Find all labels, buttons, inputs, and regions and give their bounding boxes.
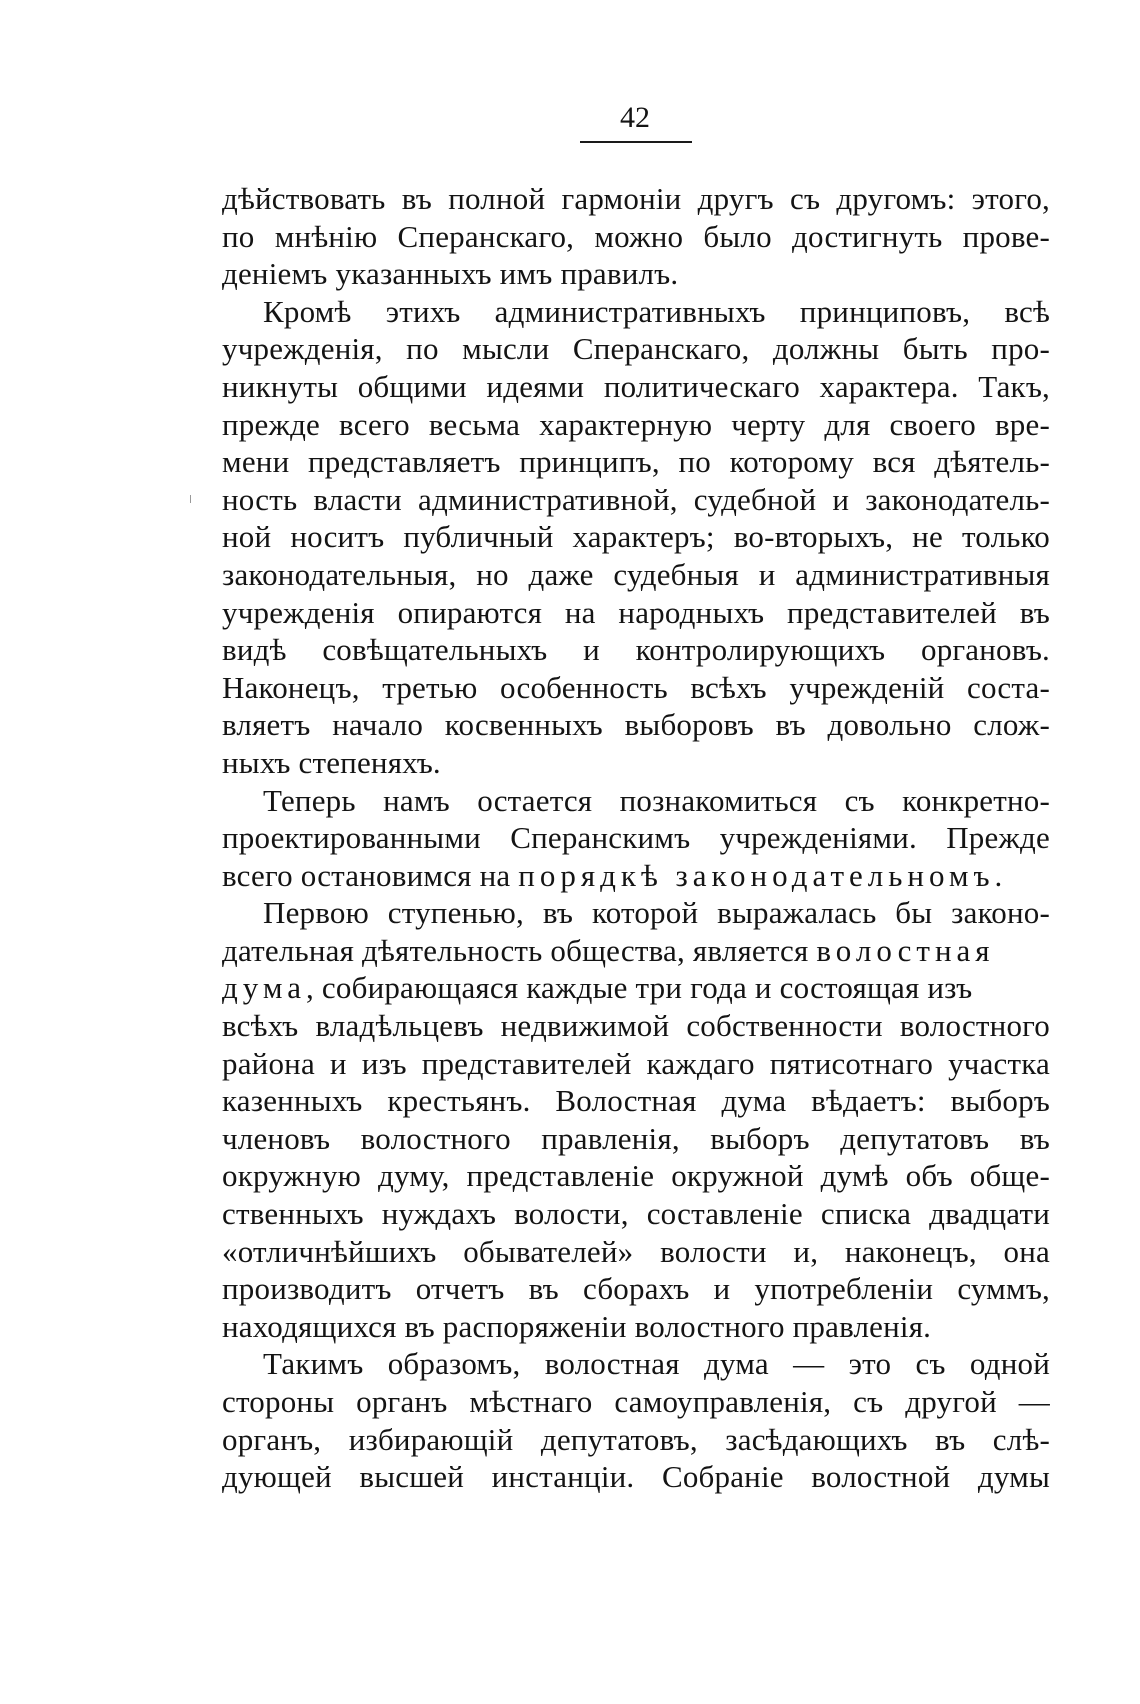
text-line: «отличнѣйшихъ обывателей» волости и, наконецъ, она (222, 1233, 1050, 1269)
text-line: находящихся въ распоряженіи волостного правленія. (222, 1308, 932, 1344)
text-line (222, 969, 1050, 1007)
text-run: всего остановимся на (222, 857, 519, 893)
text-line: прежде всего весьма характерную черту для своего вре- (222, 406, 1050, 442)
spaced-emphasis: волостная (816, 932, 995, 968)
text-line: Наконецъ, третью особенность всѣхъ учрежденій соста- (222, 669, 1050, 705)
text-line: всѣхъ владѣльцевъ недвижимой собственности волостного (222, 1008, 1050, 1044)
header-rule (580, 141, 692, 143)
text-line: законодательныя, но даже судебныя и административныя (222, 556, 1050, 592)
text-line (222, 857, 1050, 895)
text-line: видѣ совѣщательныхъ и контролирующихъ органовъ. (222, 632, 1050, 668)
text-line: ственныхъ нуждахъ волости, составленіе списка двадцати (222, 1196, 1050, 1232)
text-line: окружную думу, представленіе окружной думѣ объ обще- (222, 1158, 1050, 1194)
text-line: дующей высшей инстанціи. Собраніе волостной думы (222, 1459, 1050, 1495)
text-line: мени представляетъ принципъ, по которому вся дѣятель- (222, 444, 1050, 480)
text-line: деніемъ указанныхъ имъ правилъ. (222, 256, 679, 292)
page-number: 42 (620, 101, 650, 134)
text-line: Первою ступенью, въ которой выражалась бы законо- (263, 895, 1050, 931)
text-line: ныхъ степеняхъ. (222, 744, 441, 780)
text-line: Теперь намъ остается познакомиться съ конкретно- (263, 782, 1050, 818)
text-line: вляетъ начало косвенныхъ выборовъ въ довольно слож- (222, 707, 1050, 743)
text-line: органъ, избирающій депутатовъ, засѣдающихъ въ слѣ- (222, 1421, 1050, 1457)
text-line: ность власти административной, судебной и законодатель- (222, 481, 1050, 517)
text-line: Кромѣ этихъ административныхъ принциповъ, всѣ (263, 293, 1050, 329)
text-line: производитъ отчетъ въ сборахъ и употребленіи суммъ, (222, 1271, 1050, 1307)
text-line: проектированными Сперанскимъ учрежденіями. Прежде (222, 820, 1050, 856)
spaced-emphasis: порядкѣ законодательномъ (518, 857, 995, 893)
text-line: дѣйствовать въ полной гармоніи другъ съ другомъ: этого, (222, 181, 1050, 216)
margin-mark (190, 495, 191, 503)
text-line: района и изъ представителей каждаго пятисотнаго участка (222, 1045, 1050, 1081)
body-text (222, 180, 1050, 1496)
text-line: стороны органъ мѣстнаго самоуправленія, съ другой — (222, 1384, 1050, 1419)
text-line: ной носитъ публичный характеръ; во-вторыхъ, не только (222, 519, 1050, 555)
text-line: членовъ волостного правленія, выборъ депутатовъ въ (222, 1120, 1050, 1156)
text-run: . (994, 857, 1003, 893)
text-run: дательная дѣятельность общества, является (222, 932, 817, 968)
text-line: Такимъ образомъ, волостная дума — это съ одной (263, 1346, 1050, 1382)
text-line: казенныхъ крестьянъ. Волостная дума вѣдаетъ: выборъ (222, 1083, 1050, 1119)
text-line: по мнѣнію Сперанскаго, можно было достигнуть прове- (222, 218, 1050, 254)
text-line: никнуты общими идеями политическаго характера. Такъ, (222, 368, 1050, 404)
text-line: учрежденія опираются на народныхъ представителей въ (222, 594, 1050, 630)
text-line (222, 932, 1050, 970)
text-line: учрежденія, по мысли Сперанскаго, должны быть про- (222, 331, 1050, 367)
text-run: , собирающаяся каждые три года и состоящая изъ (306, 970, 973, 1006)
spaced-emphasis: дума (222, 970, 307, 1006)
